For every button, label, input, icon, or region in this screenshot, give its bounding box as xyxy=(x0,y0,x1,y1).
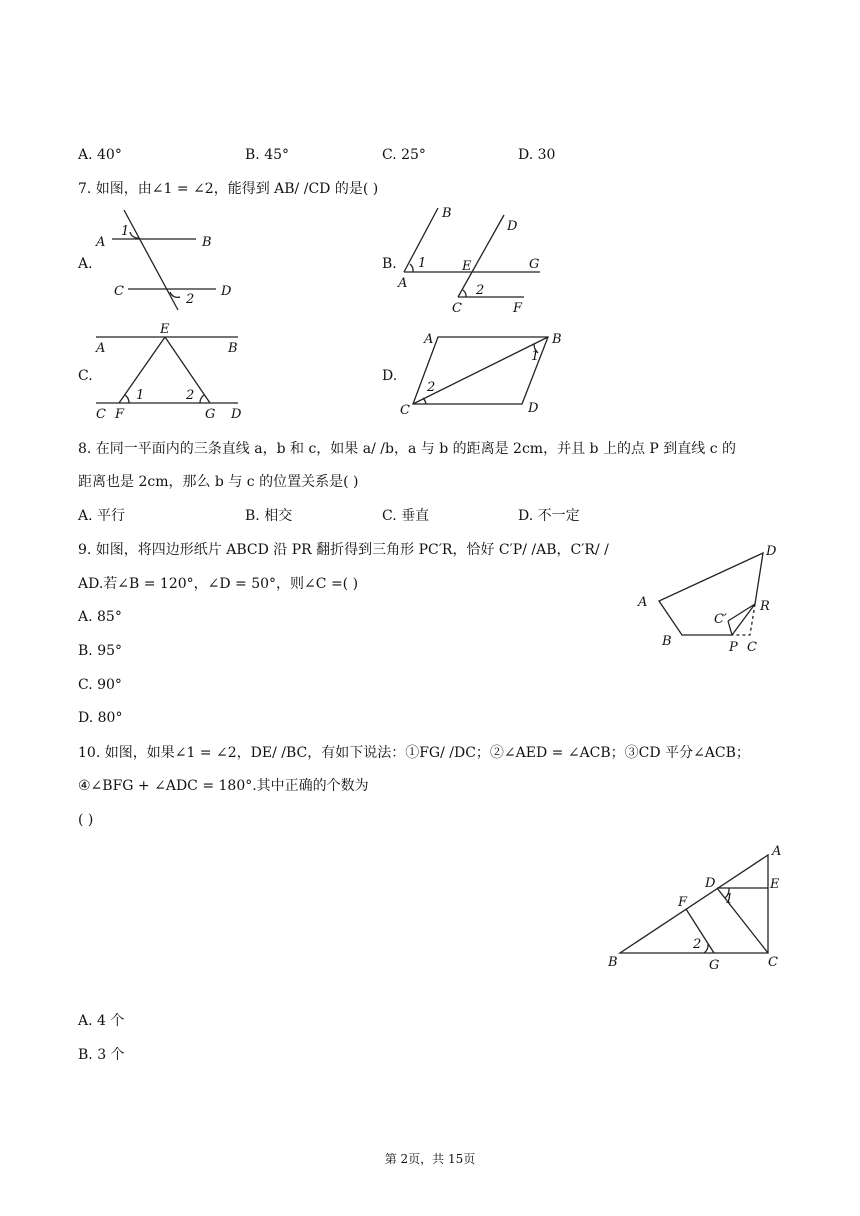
page-footer: 第 2页，共 15页 xyxy=(384,1152,476,1166)
q7d-label-B: B xyxy=(552,332,562,347)
q7b-label-A: A xyxy=(398,276,408,291)
q7c-label-B: B xyxy=(228,341,238,356)
q10-line1: 10. 如图，如果∠1 = ∠2，DE/ /BC，有如下说法：①FG/ /DC；②∠AED = ∠ACB；③CD 平分∠ACB； xyxy=(78,745,750,761)
q7c-label-D: D xyxy=(231,407,242,422)
q8-line1: 8. 在同一平面内的三条直线 a，b 和 c，如果 a/ /b，a 与 b 的距离是 2cm，并且 b 上的点 P 到直线 c 的 xyxy=(78,441,737,457)
q7d-label-A: A xyxy=(424,332,434,347)
q9-label-C: C xyxy=(747,640,757,655)
q10-label-2: 2 xyxy=(693,937,702,952)
q10-line3: ( ) xyxy=(78,812,94,828)
q7a-label-B: B xyxy=(202,235,212,250)
q9-line2: AD.若∠B = 120°，∠D = 50°，则∠C =( ) xyxy=(78,576,359,592)
q9-line1: 9. 如图，将四边形纸片 ABCD 沿 PR 翻折得到三角形 PC′R，恰好 C′P/ /AB，C′R/ / xyxy=(78,542,609,558)
q7-label-a: A. xyxy=(78,256,93,272)
q9-label-B: B xyxy=(662,634,672,649)
q7d-label-C: C xyxy=(400,403,410,418)
q7b-label-G: G xyxy=(529,257,540,272)
q9-option-b: B. 95° xyxy=(78,643,123,659)
q9-label-A: A xyxy=(638,595,648,610)
q7-stem: 7. 如图，由∠1 = ∠2，能得到 AB/ /CD 的是( ) xyxy=(78,181,379,197)
q10-label-G: G xyxy=(709,958,720,973)
q7b-label-1: 1 xyxy=(418,256,427,271)
q7a-label-2: 2 xyxy=(186,292,195,307)
q9-label-C-prime: C′ xyxy=(714,612,727,627)
q8-option-d: D. 不一定 xyxy=(518,508,580,524)
q7c-label-G: G xyxy=(205,407,216,422)
q7d-label-1: 1 xyxy=(531,349,540,364)
q10-label-C: C xyxy=(768,955,778,970)
q7-label-d: D. xyxy=(382,368,398,384)
q6-option-a: A. 40° xyxy=(78,147,122,163)
q10-option-b: B. 3 个 xyxy=(78,1047,125,1063)
q7b-label-C: C xyxy=(452,301,462,316)
q7d-label-D: D xyxy=(528,401,539,416)
q9-option-a: A. 85° xyxy=(78,609,122,625)
q7c-label-A: A xyxy=(96,341,106,356)
q7c-label-C: C xyxy=(96,407,106,422)
q10-label-1: 1 xyxy=(725,892,734,907)
q8-line2: 距离也是 2cm，那么 b 与 c 的位置关系是( ) xyxy=(78,474,359,490)
q7c-label-E: E xyxy=(160,322,170,337)
q7c-label-1: 1 xyxy=(136,388,145,403)
q7b-label-B: B xyxy=(442,206,452,221)
q7d-label-2: 2 xyxy=(427,380,436,395)
q8-option-b: B. 相交 xyxy=(245,508,293,524)
q9-option-c: C. 90° xyxy=(78,677,122,693)
q7b-label-2: 2 xyxy=(476,283,485,298)
q7b-label-E: E xyxy=(462,259,472,274)
q9-option-d: D. 80° xyxy=(78,710,123,726)
q7a-label-C: C xyxy=(114,284,124,299)
q7c-label-2: 2 xyxy=(186,388,195,403)
q8-option-c: C. 垂直 xyxy=(382,508,430,524)
q7b-label-F: F xyxy=(513,301,523,316)
q7a-label-D: D xyxy=(221,284,232,299)
q6-option-b: B. 45° xyxy=(245,147,290,163)
q10-option-a: A. 4 个 xyxy=(78,1013,125,1029)
q6-option-d: D. 30 xyxy=(518,147,556,163)
q7a-label-1: 1 xyxy=(121,224,130,239)
q7b-label-D: D xyxy=(507,219,518,234)
q10-label-D: D xyxy=(705,876,716,891)
q9-label-D: D xyxy=(766,544,777,559)
q7a-label-A: A xyxy=(96,235,106,250)
q7c-label-F: F xyxy=(115,407,125,422)
q10-line2: ④∠BFG + ∠ADC = 180°.其中正确的个数为 xyxy=(78,778,369,794)
q9-label-P: P xyxy=(729,640,738,655)
q6-option-c: C. 25° xyxy=(382,147,426,163)
q9-label-R: R xyxy=(760,599,770,614)
q10-label-E: E xyxy=(770,877,780,892)
q10-label-F: F xyxy=(678,895,688,910)
q8-option-a: A. 平行 xyxy=(78,508,126,524)
q10-label-B: B xyxy=(608,955,618,970)
q7-label-c: C. xyxy=(78,368,93,384)
q10-label-A: A xyxy=(772,844,782,859)
q7-label-b: B. xyxy=(382,256,397,272)
